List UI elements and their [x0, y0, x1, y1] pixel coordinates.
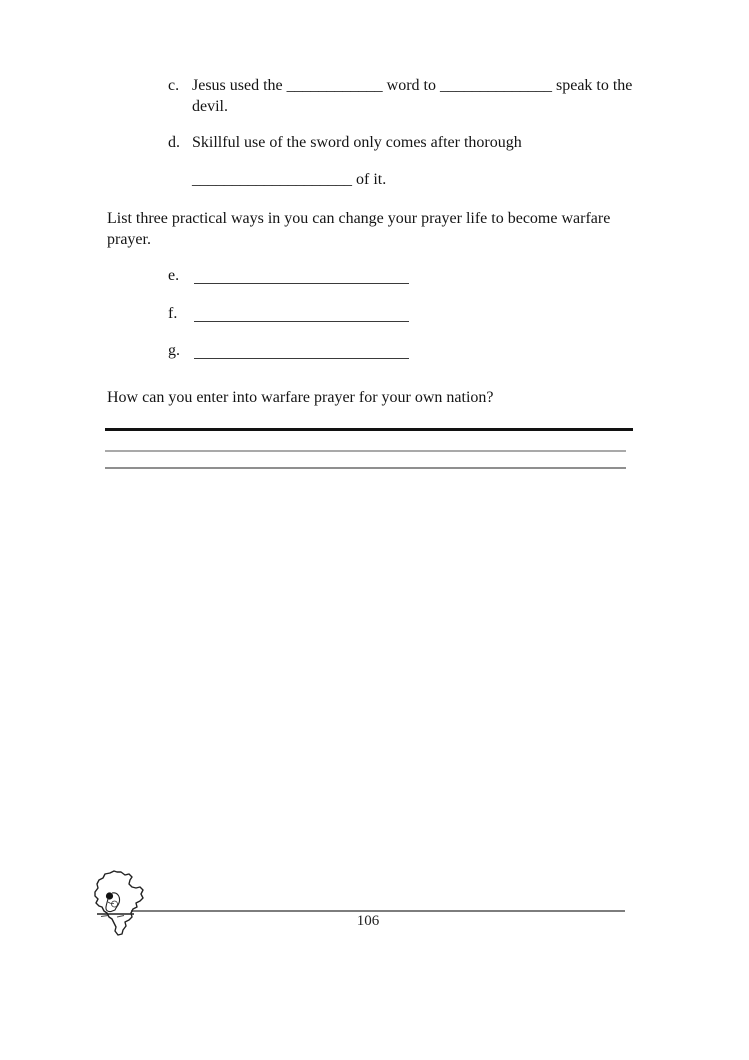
footer-rule — [131, 910, 625, 912]
answer-line-e — [194, 265, 409, 284]
question-prompt-list-line-1: List three practical ways in you can change your prayer life to become warfare — [107, 210, 611, 227]
list-marker-d: d. — [168, 134, 180, 151]
list-marker-g: g. — [168, 342, 180, 359]
figure-arm — [108, 902, 114, 904]
page-number: 106 — [356, 913, 380, 929]
ground-mark-left — [101, 916, 108, 917]
list-item-c-line-1: Jesus used the ____________ word to ______________ speak to the — [192, 77, 633, 94]
list-item-d-line-2: ____________________ of it. — [192, 171, 387, 188]
list-marker-f: f. — [168, 305, 178, 322]
answer-rule-1 — [105, 450, 626, 452]
list-item-c-line-2: devil. — [192, 98, 228, 115]
question-prompt-list-line-2: prayer. — [107, 231, 151, 248]
figure-head — [106, 892, 113, 899]
answer-line-g — [194, 340, 409, 359]
list-item-d-line-1: Skillful use of the sword only comes after thorough — [192, 134, 522, 151]
answer-rule-heavy — [105, 428, 633, 431]
list-marker-c: c. — [168, 77, 180, 94]
ground-mark-right — [117, 916, 124, 918]
list-marker-e: e. — [168, 267, 180, 284]
answer-line-f — [194, 303, 409, 322]
africa-prayer-logo — [89, 869, 153, 943]
answer-rule-2 — [105, 467, 626, 469]
question-prompt-nation: How can you enter into warfare prayer for your own nation? — [107, 389, 494, 406]
